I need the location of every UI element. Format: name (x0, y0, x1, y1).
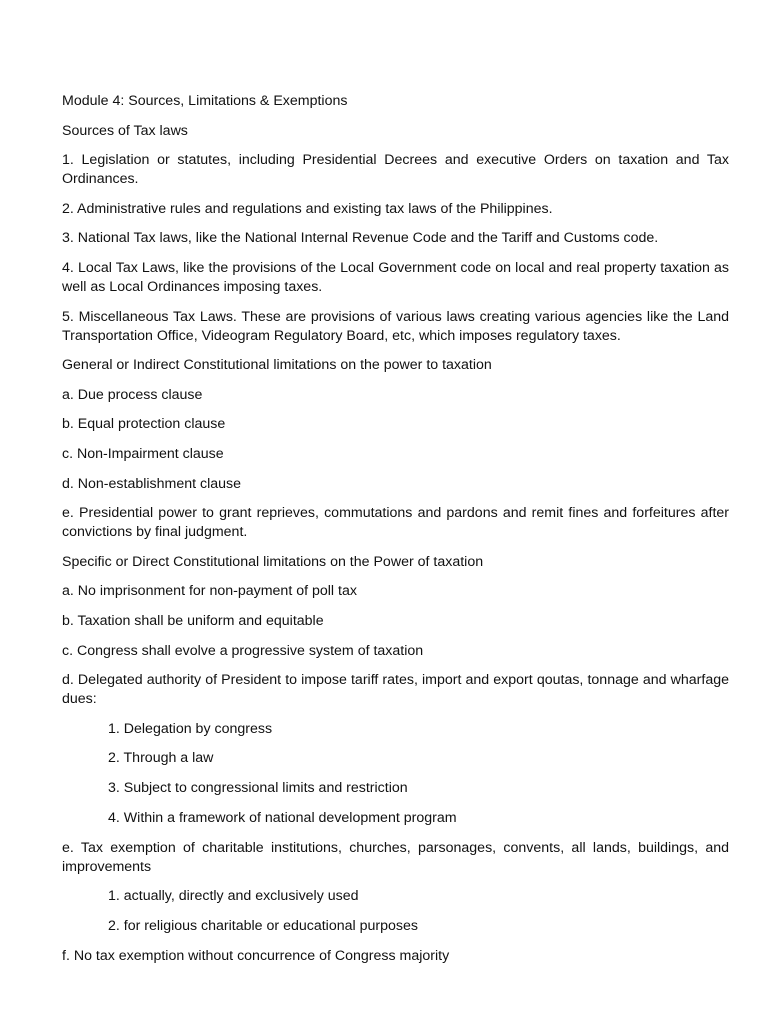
source-item: 3. National Tax laws, like the National Internal Revenue Code and the Tariff and Customs code. (62, 230, 659, 247)
general-limitation-item: a. Due process clause (62, 386, 203, 403)
general-limitations-heading: General or Indirect Constitutional limitations on the power to taxation (62, 357, 492, 374)
final-item: f. No tax exemption without concurrence of Congress majority (62, 948, 450, 965)
delegation-subitem: 4. Within a framework of national development program (108, 810, 457, 827)
source-item: 1. Legislation or statutes, including Presidential Decrees and executive Orders on taxation and Tax Ordinances. (62, 152, 729, 188)
document-page (62, 92, 729, 977)
general-limitation-item: e. Presidential power to grant reprieves, commutations and pardons and remit fines and forfeitures after convictions by final judgment. (62, 505, 729, 541)
general-limitation-item: c. Non-Impairment clause (62, 445, 224, 462)
specific-limitation-item: a. No imprisonment for non-payment of poll tax (62, 583, 357, 600)
general-limitation-item: d. Non-establishment clause (62, 475, 242, 492)
specific-limitation-item: c. Congress shall evolve a progressive system of taxation (62, 642, 424, 659)
source-item: 4. Local Tax Laws, like the provisions of the Local Government code on local and real property taxation as well as Local Ordinances imposing taxes. (62, 259, 729, 295)
specific-limitations-heading: Specific or Direct Constitutional limitations on the Power of taxation (62, 553, 484, 570)
source-item: 5. Miscellaneous Tax Laws. These are provisions of various laws creating various agencies like the Land Transportation Office, Videogram Regulatory Board, etc, which imposes regulatory taxes. (62, 308, 729, 344)
sources-heading: Sources of Tax laws (62, 122, 188, 139)
specific-limitation-item: b. Taxation shall be uniform and equitable (62, 612, 324, 629)
general-limitation-item: b. Equal protection clause (62, 416, 226, 433)
source-item: 2. Administrative rules and regulations and existing tax laws of the Philippines. (62, 200, 553, 217)
module-title: Module 4: Sources, Limitations & Exemptions (62, 93, 348, 109)
specific-limitation-item: d. Delegated authority of President to impose tariff rates, import and export qoutas, tonnage and wharfage dues: (62, 672, 729, 708)
delegation-subitem: 1. Delegation by congress (108, 720, 273, 737)
exemption-item: e. Tax exemption of charitable institutions, churches, parsonages, convents, all lands, buildings, and improvements (62, 839, 729, 875)
exemption-subitem: 1. actually, directly and exclusively used (108, 888, 359, 905)
delegation-subitem: 3. Subject to congressional limits and restriction (108, 780, 408, 797)
delegation-subitem: 2. Through a law (108, 750, 214, 767)
exemption-subitem: 2. for religious charitable or educational purposes (108, 918, 418, 935)
